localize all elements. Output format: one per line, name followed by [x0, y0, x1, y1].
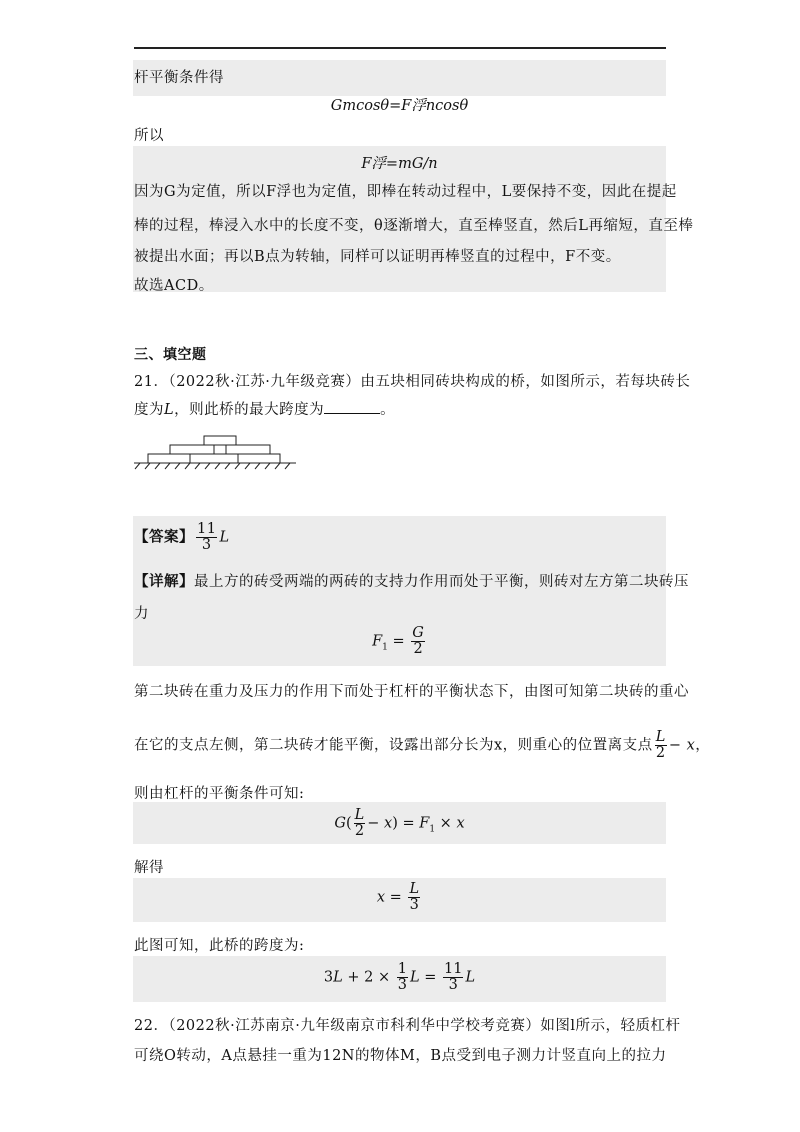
q21-text-1: 由五块相同砖块构成的桥，如图所示，若每块砖长	[360, 374, 691, 390]
q21-text-2c: 。	[380, 402, 396, 418]
q21-detail-4: 在它的支点左侧，第二块砖才能平衡，设露出部分长为x，则重心的位置离支点 $\frac{L}{2}$ − x，	[134, 729, 711, 762]
brick-base-left	[148, 454, 190, 463]
prev-para-3: 被提出水面；再以B点为转轴，同样可以证明再棒竖直的过程中，F不变。	[134, 249, 621, 265]
brick-mid-left	[170, 445, 226, 454]
q22-line-2: 可绕O转动，A点悬挂一重为12N的物体M，B点受到电子测力计竖直向上的拉力	[134, 1048, 667, 1064]
brick-mid-right	[214, 445, 270, 454]
solve-equation: x = $\frac{L}{3}$	[376, 881, 420, 914]
q21-detail-3: 第二块砖在重力及压力的作用下而处于杠杆的平衡状态下，由图可知第二块砖的重心	[134, 684, 689, 700]
q21-detail-1: 【详解】最上方的砖受两端的两砖的支持力作用而处于平衡，则砖对左方第二块砖压	[134, 574, 689, 590]
section-title: 三、填空题	[134, 347, 207, 363]
span-label: 此图可知，此桥的跨度为:	[134, 938, 305, 954]
brick-top	[204, 436, 236, 445]
prev-equation-1: Gmcosθ=F浮ncosθ	[330, 98, 469, 114]
q21-number: 21．	[134, 374, 169, 390]
q21-line-1	[134, 370, 690, 391]
q22-line-1: 22．（2022秋·江苏南京·九年级南京市科利华中学校考竞赛）如图l所示，轻质杠杆	[134, 1018, 681, 1034]
ground-hatch	[135, 463, 290, 469]
brick-base-right	[238, 454, 280, 463]
prev-para-2: 棒的过程，棒浸入水中的长度不变，θ逐渐增大，直至棒竖直，然后L再缩短，直至棒	[134, 218, 694, 234]
prev-para-1: 因为G为定值，所以F浮也为定值，即棒在转动过程中，L要保持不变，因此在提起	[134, 184, 677, 200]
q21-text-2a: 度为	[134, 402, 164, 418]
lever-equation: G( $\frac{L}{2}$ − $x) = F_1 \times x$	[334, 807, 465, 840]
answer-fraction: $\frac{11}{3}$	[197, 521, 217, 554]
answer-label: 【答案】	[134, 529, 194, 546]
bridge-figure	[134, 434, 296, 470]
prev-line-2: 所以	[134, 128, 164, 144]
f1-equation: $F_1$ = $\frac{G}{2}$	[372, 625, 424, 658]
prev-line-1: 杆平衡条件得	[134, 70, 224, 86]
solve-label: 解得	[134, 860, 164, 876]
answer-blank	[324, 402, 380, 414]
prev-equation-2: F浮=mG/n	[361, 156, 438, 172]
q21-detail-2: 力	[134, 606, 149, 622]
q21-detail-5: 则由杠杆的平衡条件可知:	[134, 786, 305, 802]
q21-answer: 【答案】 $\frac{11}{3}$ L	[134, 521, 230, 554]
prev-choice: 故选ACD。	[134, 278, 214, 294]
q21-text-2b: ，则此桥的最大跨度为	[174, 402, 325, 418]
detail-label: 【详解】	[134, 574, 194, 590]
header-rule	[134, 47, 666, 49]
q21-line-2: 度为L，则此桥的最大跨度为 。	[134, 402, 396, 418]
q21-source: （2022秋·江苏·九年级竞赛）	[168, 374, 361, 390]
span-equation: 3L + 2 × $\frac{1}{3}$ L = $\frac{11}{3}$ L	[323, 961, 476, 994]
